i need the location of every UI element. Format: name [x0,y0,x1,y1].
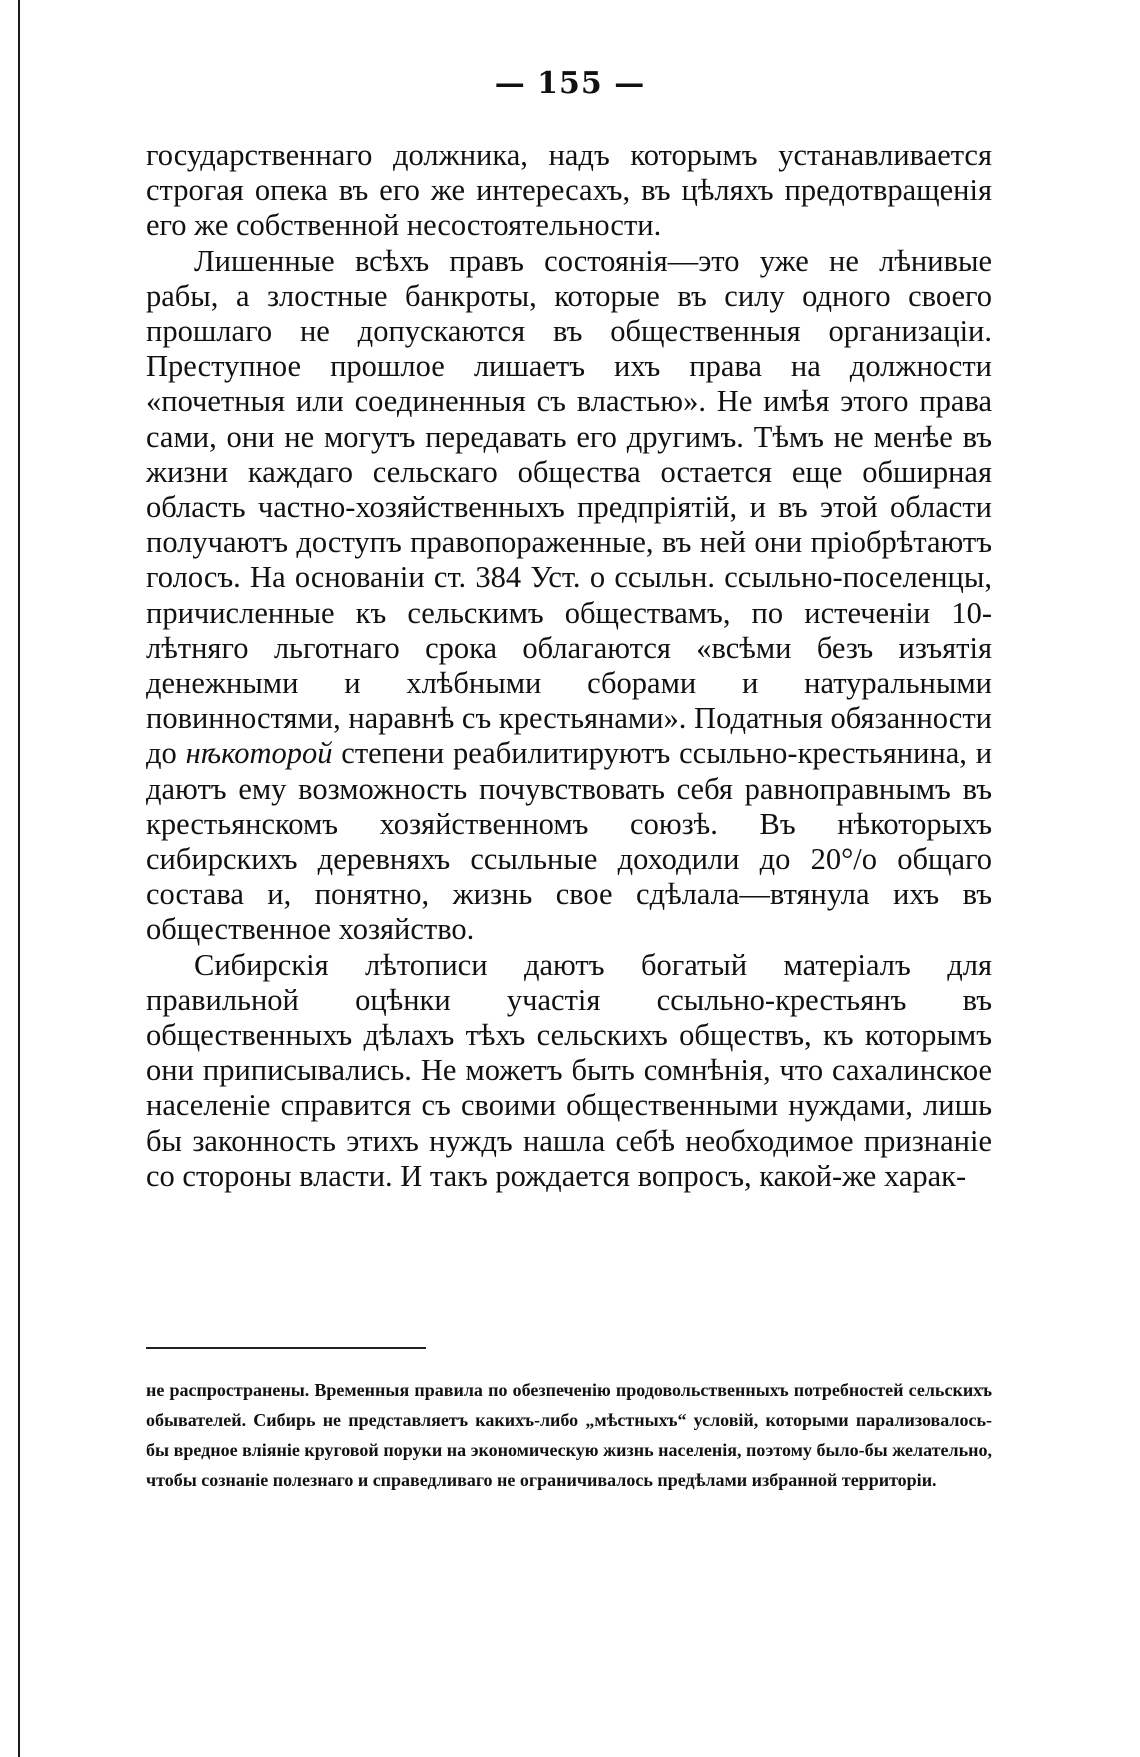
footnote-divider [146,1347,426,1349]
paragraph-2 [146,244,992,948]
page-number: — 155 — [494,66,646,101]
paragraph-3: Сибирскія лѣтописи даютъ богатый матеріалъ для правильной оцѣнки участія ссыльно-крестьянъ въ общественныхъ дѣлахъ тѣхъ сельскихъ обществъ, къ которымъ они приписывались. Не можетъ быть сомнѣнія, что сахалинское населеніе справится съ своими общественными нуждами, лишь бы законность этихъ нуждъ нашла себѣ необходимое признаніе со стороны власти. И такъ рождается вопросъ, какой-же харак- [146,947,992,1193]
paragraph-2-part-2: степени реабилитируютъ ссыльно-крестьянина, и даютъ ему возможность почувствовать себя равноправнымъ въ крестьянскомъ хозяйственномъ союзѣ. Въ нѣкоторыхъ сибирскихъ деревняхъ ссыльные доходили до 20°/o общаго состава и, понятно, жизнь свое сдѣлала—втянула ихъ въ общественное хозяйство. [146,736,993,947]
paragraph-2-part-1: Лишенные всѣхъ правъ состоянія—это уже не лѣнивые рабы, а злостные банкроты, которые въ силу одного своего прошлаго не допускаются въ общественныя организаціи. Преступное прошлое лишаетъ ихъ права на должности «почетныя или соединенныя съ властью». Не имѣя этого права сами, они не могутъ передавать его другимъ. Тѣмъ не менѣе въ жизни каждаго сельскаго общества остается еще обширная область частно-хозяйственныхъ предпріятій, и въ этой области получаютъ доступъ правопораженные, въ ней они пріобрѣтаютъ голосъ. На основаніи ст. 384 Уст. о ссыльн. ссыльно-поселенцы, причисленные къ сельскимъ обществамъ, по истеченіи 10-лѣтняго льготнаго срока облагаются «всѣми безъ изъятія денежными и хлѣбными сборами и натуральными повинностями, наравнѣ съ крестьянами». Податныя обязанности до [146,243,992,771]
footnote: не распространены. Временныя правила по обезпеченію продовольственныхъ потребностей сельскихъ обывателей. Сибирь не представляетъ какихъ-либо „мѣстныхъ“ условій, которыми парализовалось-бы вредное вліяніе круговой поруки на экономическую жизнь населенія, поэтому было-бы желательно, чтобы сознаніе полезнаго и справедливаго не ограничивалось предѣлами избранной территоріи. [146,1380,992,1490]
paragraph-continued: государственнаго должника, надъ которымъ устанавливается строгая опека въ его же интересахъ, въ цѣляхъ предотвращенія его же собственной несостоятельности. [146,138,992,243]
italic-word: нѣкоторой [185,736,333,771]
page-edge-line [18,0,20,1757]
main-text [146,138,992,1194]
